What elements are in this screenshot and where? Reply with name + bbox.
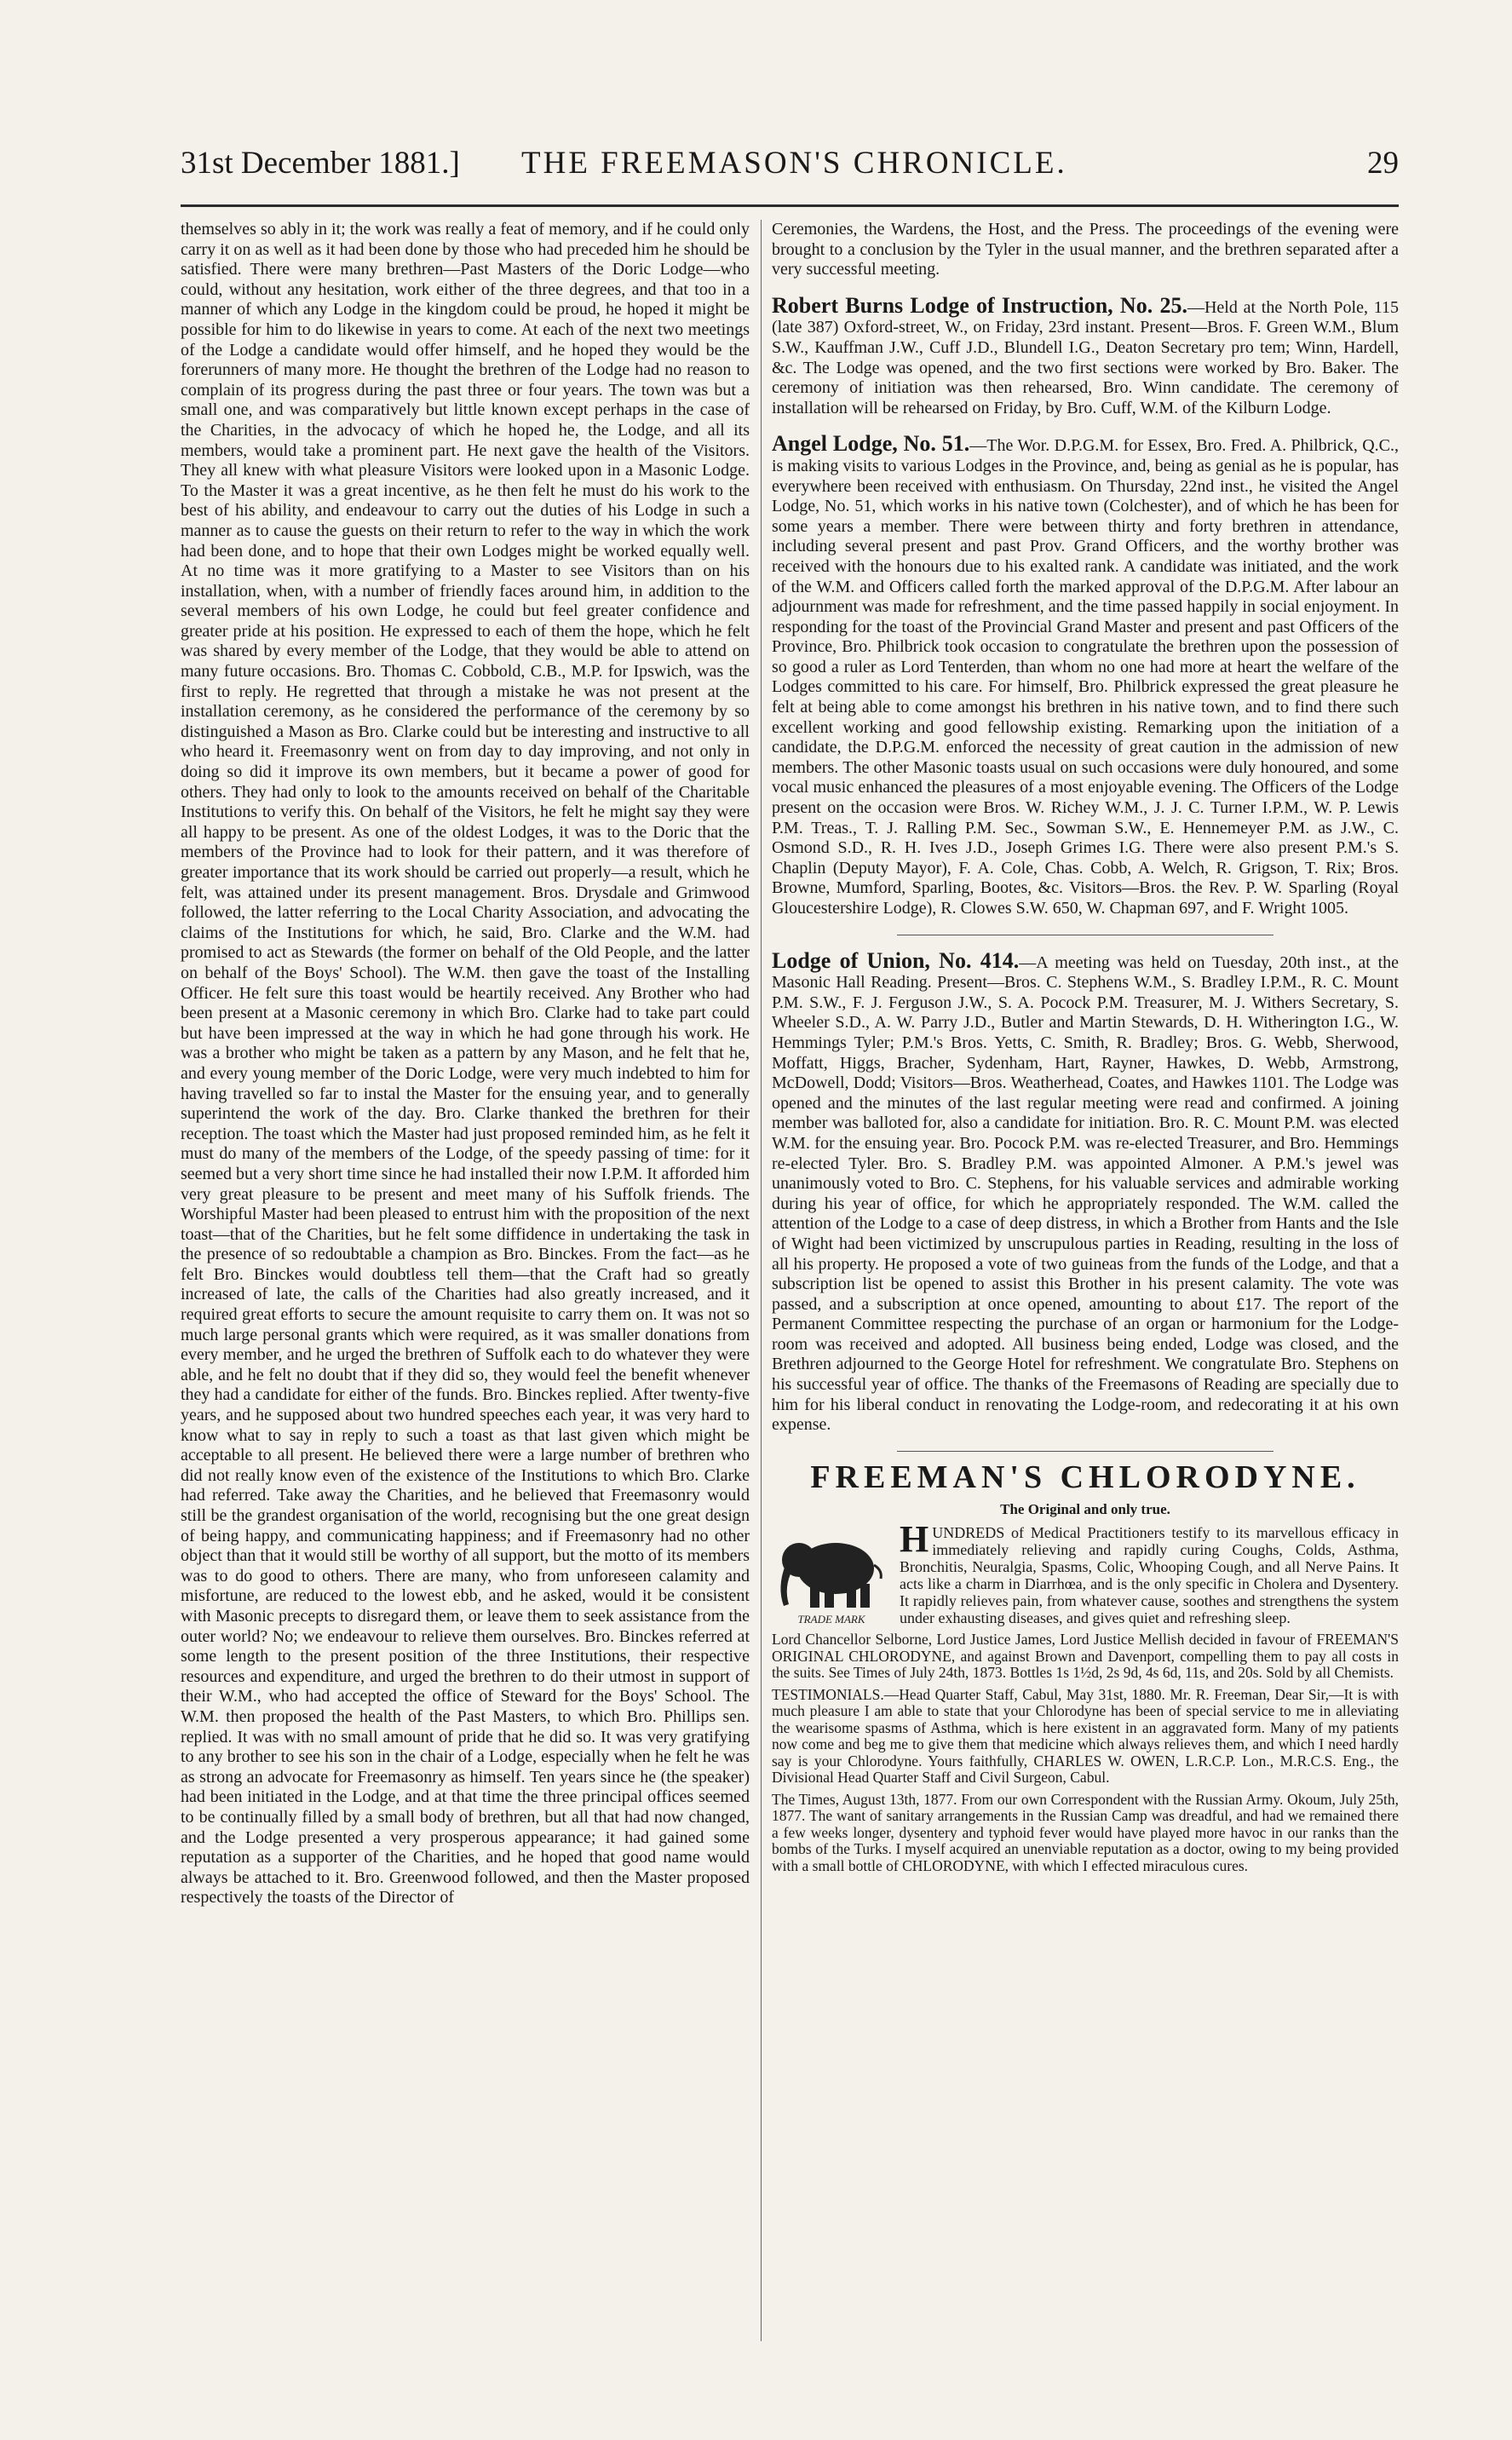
page-number: 29 bbox=[1367, 146, 1399, 181]
lodge-report-body: —The Wor. D.P.G.M. for Essex, Bro. Fred. A. Philbrick, Q.C., is making visits to various Lodges in the Province, and, being as genial as he is popular, has everywhere been received with enthusiasm. On Thursday, 22nd inst., he visited the Angel Lodge, No. 51, which works in his native town (Colchester), and of which he has been for some years a member. There were between thirty and forty brethren in attendance, including several present and past Prov. Grand Officers, and the worthy brother was received with the honours due to his exalted rank. A candidate was initiated, and the work of the W.M. and Officers called forth the marked approval of the D.P.G.M. After labour an adjournment was made for refreshment, and the time passed happily in social enjoyment. In responding for the toast of the Provincial Grand Master and present and past Officers of the Province, Bro. Philbrick took occasion to congratulate the brethren upon the possession of so good a ruler as Lord Tenterden, than whom no one had more at heart the welfare of the Lodges committed to his care. For himself, Bro. Philbrick expressed the great pleasure he felt at being able to come amongst his brethren in his native town, and to find there such excellent working and good fellowship existing. Remarking upon the initiation of a candidate, the D.P.G.M. enforced the necessity of great caution in the admission of new members. The other Masonic toasts usual on such occasions were duly honoured, and some vocal music enhanced the pleasures of a most enjoyable evening. The Officers of the Lodge present on the occasion were Bros. W. Richey W.M., J. J. C. Turner I.P.M., W. P. Lewis P.M. Treas., T. J. Ralling P.M. Sec., Sowman S.W., E. Hennemeyer P.M. as J.W., C. Osmond S.D., R. H. Ives J.D., Joseph Grimes I.G. There were also present P.M.'s S. Chaplin (Deputy Mayor), F. A. Cole, Chas. Cobb, A. Welch, R. Grigson, T. Rix; Bros. Browne, Mumford, Sparling, Bootes, &c. Visitors—Bros. the Rev. P. W. Sparling (Royal Gloucestershire Lodge), R. Clowes S.W. 650, W. Chapman 697, and F. Wright 1005. bbox=[772, 436, 1399, 918]
continued-report-text: Ceremonies, the Wardens, the Host, and the Press. The proceedings of the evening were brought to a conclusion by the Tyler in the usual manner, and the brethren separated after a very successful meeting. bbox=[772, 220, 1399, 279]
section-separator bbox=[897, 1451, 1273, 1452]
chlorodyne-advert bbox=[772, 1460, 1399, 1875]
advert-title: FREEMAN'S CHLORODYNE. bbox=[810, 1459, 1360, 1495]
advert-subtitle: The Original and only true. bbox=[1000, 1500, 1170, 1517]
advert-times-excerpt: The Times, August 13th, 1877. From our own Correspondent with the Russian Army. Okoum, July 25th, 1877. The want of sanitary arrangements in the Russian Camp was dreadful, and had we remained there a few weeks longer, dysentery and typhoid fever would have played more havoc in our ranks than the bombs of the Turks. I myself acquired an unenviable reputation as a doctor, owing to my being provided with a small bottle of CHLORODYNE, with which I effected miraculous cures. bbox=[772, 1790, 1399, 1874]
lodge-report-union bbox=[772, 947, 1399, 1436]
drop-cap: H bbox=[900, 1518, 929, 1561]
lodge-report-body: —Held at the North Pole, 115 (late 387) Oxford-street, W., on Friday, 23rd instant. Present—Bros. F. Green W.M., Blum S.W., Kauffman J.W., Cuff J.D., Blundell I.G., Deaton Secretary pro tem; Winn, Hardell, &c. The Lodge was opened, and the two first sections were worked by Bro. Baker. The ceremony of initiation was then rehearsed, Bro. Winn candidate. The ceremony of installation will be rehearsed on Friday, by Bro. Cuff, W.M. of the Kilburn Lodge. bbox=[772, 297, 1399, 417]
header-rule bbox=[181, 204, 1399, 207]
lodge-report-angel bbox=[772, 431, 1399, 918]
lodge-heading: Lodge of Union, No. 414. bbox=[772, 947, 1020, 973]
lodge-report-body: —A meeting was held on Tuesday, 20th inst., at the Masonic Hall Reading. Present—Bros. C. Stephens W.M., S. Bradley I.P.M., R. C. Mount P.M. S.W., F. J. Ferguson J.W., S. A. Pocock P.M. Treasurer, M. J. Withers Secretary, S. Wheeler S.D., A. W. Parry J.D., Butler and Martin Stewards, D. H. Witherington I.G., W. Hemmings Tyler; P.M.'s Bros. Yetts, C. Smith, R. Bradley; Bros. G. Webb, Sherwood, Moffatt, Higgs, Bracher, Sydenham, Hart, Rayner, Hawkes, D. Webb, Armstrong, McDowell, Dodd; Visitors—Bros. Weatherhead, Coates, and Hawkes 1101. The Lodge was opened and the minutes of the last regular meeting were read and confirmed. A joining member was balloted for, also a candidate for initiation. Bro. R. C. Mount P.M. was elected W.M. for the ensuing year. Bro. Pocock P.M. was re-elected Treasurer, and Bro. Hemmings re-elected Tyler. Bro. S. Bradley P.M. was appointed Almoner. A P.M.'s jewel was unanimously voted to Bro. C. Stephens, for his valuable services and admirable working during his year of office, for which he appropriately responded. The W.M. called the attention of the Lodge to a case of deep distress, in which a Brother from Hants and the Isle of Wight had been victimized by unscrupulous parties in Reading, resulting in the loss of all his property. He proposed a vote of two guineas from the funds of the Lodge, and that a subscription list be opened to assist this Brother in his present calamity. The vote was passed, and a subscription at once opened, amounting to about £17. The report of the Permanent Committee respecting the purchase of an organ or harmonium for the Lodge-room was received and adopted. All business being ended, Lodge was closed, and the Brethren adjourned to the George Hotel for refreshment. We congratulate Bro. Stephens on his successful year of office. The thanks of the Freemasons of Reading are specially due to him for his liberal conduct in renovating the Lodge-room, and redecorating it at his own expense. bbox=[772, 952, 1399, 1435]
advert-legal-text: Lord Chancellor Selborne, Lord Justice James, Lord Justice Mellish decided in favour of FREEMAN'S ORIGINAL CHLORODYNE, and against Brown and Davenport, compelling them to pay all costs in the suits. See Times of July 24th, 1873. Bottles 1s 1½d, 2s 9d, 4s 6d, 11s, and 20s. Sold by all Chemists. bbox=[772, 1631, 1399, 1682]
lodge-heading: Robert Burns Lodge of Instruction, No. 25. bbox=[772, 292, 1187, 318]
right-column bbox=[772, 220, 1399, 2375]
column-divider bbox=[761, 220, 762, 2341]
lodge-heading: Angel Lodge, No. 51. bbox=[772, 431, 970, 457]
issue-date: 31st December 1881.] bbox=[181, 146, 460, 181]
elephant-trademark-icon bbox=[772, 1528, 891, 1628]
publication-title: THE FREEMASON'S CHRONICLE. bbox=[521, 146, 1067, 181]
advert-testimonial: TESTIMONIALS.—Head Quarter Staff, Cabul, May 31st, 1880. Mr. R. Freeman, Dear Sir,—It is with much pleasure I am able to state that your Chlorodyne has been of special service to me in alleviating the wearisome spasms of Asthma, which is here existent in an aggravated form. Many of my patients now come and beg me to give them that medicine which always relieves them, and which I need hardly say is your Chlorodyne. Yours faithfully, CHARLES W. OWEN, L.R.C.P. Lon., M.R.C.S. Eng., the Divisional Head Quarter Staff and Civil Surgeon, Cabul. bbox=[772, 1685, 1399, 1787]
page-header bbox=[181, 145, 1399, 198]
left-column-text: themselves so ably in it; the work was really a feat of memory, and if he could only carry it on as well as it had been done by those who had preceded him he should be satisfied. There were many brethren—Past Masters of the Doric Lodge—who could, without any hesitation, work either of the three degrees, and that too in a manner of which any Lodge in the kingdom could be proud, he hoped it might be possible for him to do likewise in years to come. At each of the next two meetings of the Lodge a candidate would offer himself, and he hoped they would be the forerunners of many more. He thought the brethren of the Lodge had no reason to complain of its progress during the past three or four years. The town was but a small one, and was comparatively but little known except perhaps in the case of the Charities, in the advocacy of which he hoped he, the Lodge, and all its members, would take a prominent part. He next gave the health of the Visitors. They all knew with what pleasure Visitors were looked upon in a Masonic Lodge. To the Master it was a great incentive, as he then felt he must do his work to the best of his ability, and endeavour to carry out the duties of his Lodge in such a manner as to cause the guests on their return to refer to the way in which the work had been done, and to hope that their own Lodges might be worked equally well. At no time was it more gratifying to a Master to see Visitors than on his installation, when, with a number of friendly faces around him, in addition to the several members of his own Lodge, he could but feel greater confidence and greater pride at his position. He expressed to each of them the hope, which he felt was shared by every member of the Lodge, that they would be able to attend on many future occasions. Bro. Thomas C. Cobbold, C.B., M.P. for Ipswich, was the first to reply. He regretted that through a mistake he was not present at the installation ceremony, as he considered the performance of the ceremony by so distinguished a Mason as Bro. Clarke could but be interesting and instructive to all who heard it. Freemasonry went on from day to day improving, and not only in doing so did it improve its own members, but it became a power of good for others. They had only to look to the amounts received on behalf of the Charitable Institutions to verify this. On behalf of the Visitors, he felt he might say they were all happy to be present. As one of the oldest Lodges, it was to the Doric that the members of the Province had to look for their pattern, and it was therefore of greater importance that its work should be carried out properly—a result, which he felt, was attained under its present management. Bros. Drysdale and Grimwood followed, the latter referring to the Local Charity Association, and advocating the claims of the Institutions for which, he said, Bro. Clarke and the W.M. had promised to act as Stewards (the former on behalf of the Old People, and the latter on behalf of the Boys' School). The W.M. then gave the toast of the Installing Officer. He felt sure this toast would be heartily received. Any Brother who had been present at a Masonic ceremony in which Bro. Clarke had to take part could but have been impressed at the way in which he had gone through his work. He was a brother who might be taken as a pattern by any Mason, and he felt that he, and every young member of the Doric Lodge, were very much indebted to him for having travelled so far to instal the Master for the ensuing year, and to generally superintend the work of the day. Bro. Clarke thanked the brethren for their reception. The toast which the Master had just proposed reminded him, as he felt it must do many of the members of the Lodge, of the speedy passing of time: for it seemed but a very short time since he had installed their now I.P.M. It afforded him very great pleasure to be present and meet many of his Suffolk friends. The Worshipful Master had been pleased to entrust him with the proposition of the next toast—that of the Charities, but he felt some diffidence in undertaking the task in the presence of so redoubtable a champion as Bro. Binckes. From the fact—as he felt Bro. Binckes would doubtless tell them—that the Craft had so greatly increased of late, the calls of the Charities had also greatly increased, and it required great efforts to secure the amount requisite to carry them on. It was not so much large personal grants which were required, as it was smaller donations from every member, and he urged the brethren of Suffolk each to do whatever they were able, and he felt no doubt that if they did so, they would feel the benefit whenever they had a candidate for either of the funds. Bro. Binckes replied. After twenty-five years, and he supposed about two hundred speeches each year, it was very hard to know what to say in reply to such a toast as that last given which might be acceptable to all present. He believed there were a large number of brethren who did not really know even of the existence of the Institutions to which Bro. Clarke had referred. Take away the Charities, and he believed that Freemasonry would still be the grandest organisation of the world, recognising but the one great design of being happy, and communicating happiness; and if Freemasonry had no other object than that it would still be worthy of all support, but the motto of its members was to do good to others. There are many, who from unforeseen calamity and misfortune, are reduced to the lowest ebb, and he asked, would it be consistent with Masonic precepts to disregard them, or leave them to seek assistance from the outer world? No; we endeavour to relieve them ourselves. Bro. Binckes referred at some length to the present position of the three Institutions, their respective resources and expenditure, and urged the brethren to do their utmost in support of their W.M., who had accepted the office of Steward for the Boys' School. The W.M. then proposed the health of the Past Masters, to which Bro. Phillips sen. replied. It was with no small amount of pride that he did so. It was very gratifying to any brother to see his son in the chair of a Lodge, especially when he felt he was as strong an advocate for Freemasonry as himself. Ten years since he (the speaker) had been initiated in the Lodge, and at that time the three principal offices seemed to be continually filled by a small body of brethren, but all that had now changed, and the Lodge presented a very prosperous appearance; it had gained some reputation as a supporter of the Charities, and he hoped that good name would always be attached to it. Bro. Greenwood followed, and then the Master proposed respectively the toasts of the Director of bbox=[181, 220, 750, 1908]
trademark-label: TRADE MARK bbox=[797, 1613, 865, 1626]
left-column bbox=[181, 220, 750, 2375]
lodge-report-robert-burns bbox=[772, 292, 1399, 419]
advert-lead-text: UNDREDS of Medical Practitioners testify to its marvellous efficacy in immediately relieving and rapidly curing Coughs, Colds, Asthma, Bronchitis, Neuralgia, Spasms, Colic, Whooping Cough, and all Nerve Pains. It acts like a charm in Diarrhœa, and is the only specific in Cholera and Dysentery. It rapidly relieves pain, from whatever cause, soothes and strengthens the system under exhausting diseases, and gives quiet and refreshing sleep. bbox=[900, 1524, 1399, 1627]
